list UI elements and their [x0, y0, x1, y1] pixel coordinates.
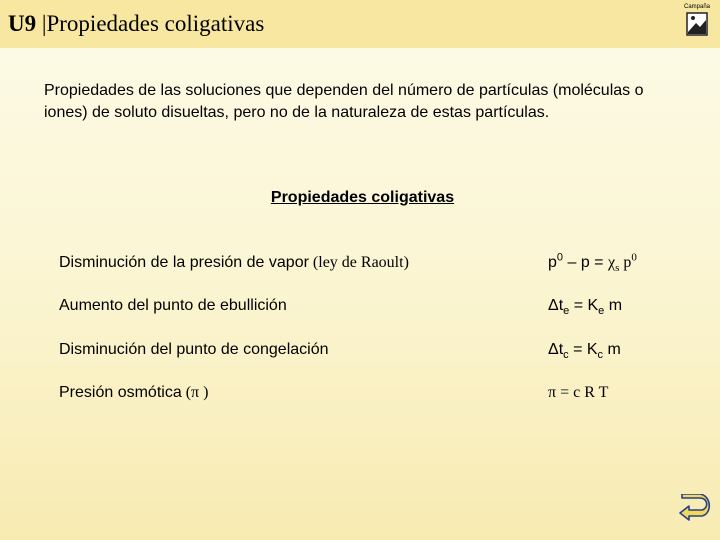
- property-name: Disminución de la presión de vapor (ley de Raoult): [59, 254, 409, 271]
- property-name: Aumento del punto de ebullición: [59, 297, 287, 314]
- property-row-osmotica: [0, 384, 720, 408]
- property-formula: $p^0 - p = \chi_s$ $p^0$: [548, 251, 637, 275]
- intro-paragraph: Propiedades de las soluciones que dependen del número de partículas (moléculas o iones) de soluto disueltas, pero no de la naturaleza de estas partículas.: [44, 82, 644, 121]
- property-row-ebullicion: [0, 297, 720, 321]
- property-formula: $\Delta t_c = K_c$ m: [548, 341, 621, 362]
- unit-code: U9: [8, 11, 37, 36]
- title-text: Propiedades coligativas: [46, 11, 265, 36]
- property-row-congelacion: [0, 341, 720, 365]
- title-separator: |: [36, 11, 47, 36]
- campana-logo-icon: [682, 4, 712, 38]
- property-name: Disminución del punto de congelación: [59, 341, 329, 358]
- logo-label: Campaña: [683, 4, 710, 10]
- property-formula: $\Delta t_e = K_e$ m: [548, 297, 623, 318]
- property-name: Presión osmótica (π ): [59, 384, 209, 401]
- return-arrow-icon[interactable]: [676, 494, 712, 524]
- header-bar: [0, 0, 720, 48]
- page-title: [8, 11, 264, 37]
- property-formula: π = c R T: [548, 384, 609, 401]
- property-row-vapor: [0, 251, 720, 278]
- section-title: Propiedades coligativas: [270, 189, 455, 206]
